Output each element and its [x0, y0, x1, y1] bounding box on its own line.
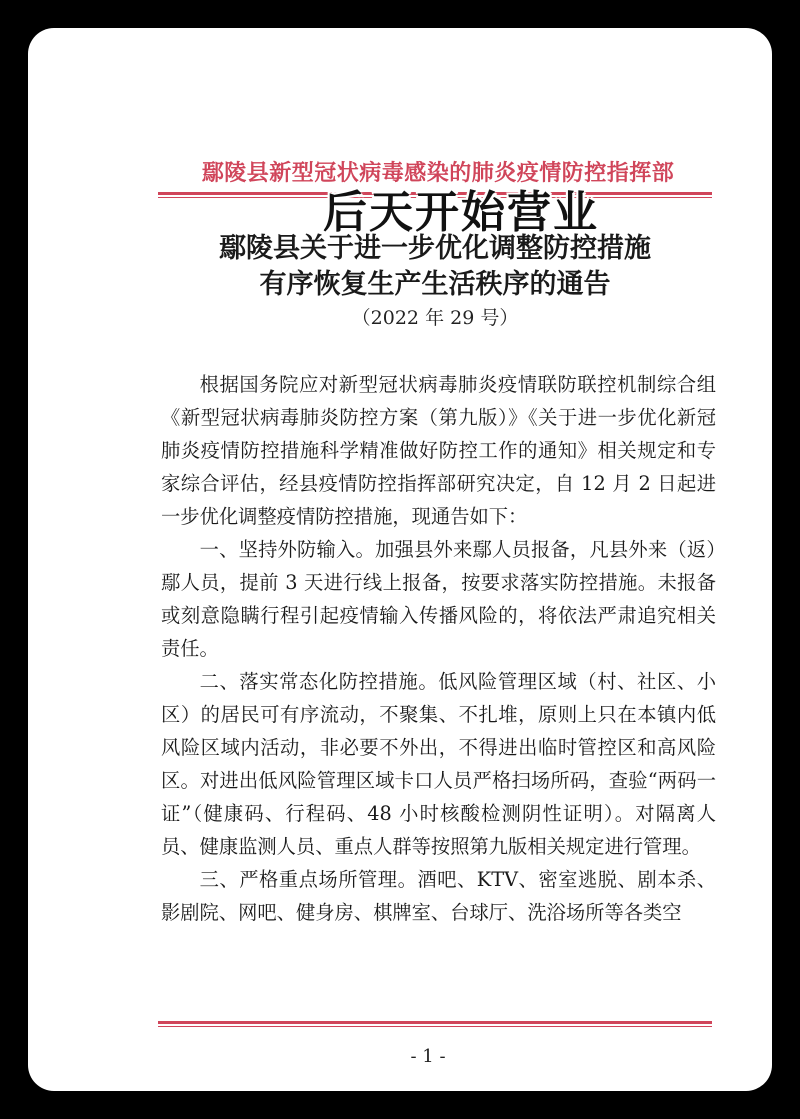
document-number: （2022 年 29 号）: [351, 307, 519, 329]
body-paragraph-2: 二、落实常态化防控措施。低风险管理区域（村、社区、小区）的居民可有序流动，不聚集、不扎堆，原则上只在本镇内低风险区域内活动，非必要不外出，不得进出临时管控区和高风险区。对进出低风险管理区域卡口人员严格扫场所码，查验“两码一证”（健康码、行程码、48 小时核酸检测阴性证明）。对隔离人员、健康监测人员、重点人群等按照第九版相关规定进行管理。: [161, 670, 716, 858]
body-paragraph-intro: 根据国务院应对新型冠状病毒肺炎疫情联防联控机制综合组《新型冠状病毒肺炎防控方案（第九版）》《关于进一步优化新冠肺炎疫情防控措施科学精准做好防控工作的通知》相关规定和专家综合评估，经县疫情防控指挥部研究决定，自 12 月 2 日起进一步优化调整疫情防控措施，现通告如下：: [161, 373, 716, 528]
document-page: [28, 28, 772, 1091]
body-paragraph-3: 三、严格重点场所管理。酒吧、KTV、密室逃脱、剧本杀、影剧院、网吧、健身房、棋牌室、台球厅、洗浴场所等各类空: [161, 868, 716, 924]
issuing-organization: 鄢陵县新型冠状病毒感染的肺炎疫情防控指挥部: [201, 160, 675, 186]
notice-title-line1: 鄢陵县关于进一步优化调整防控措施: [219, 233, 651, 264]
notice-body: [161, 368, 716, 929]
footer-red-rule: [158, 1021, 712, 1024]
overlay-headline: 后天开始营业: [323, 187, 599, 238]
notice-title-line2: 有序恢复生产生活秩序的通告: [259, 269, 611, 300]
body-paragraph-1: 一、坚持外防输入。加强县外来鄢人员报备，凡县外来（返）鄢人员，提前 3 天进行线上报备，按要求落实防控措施。未报备或刻意隐瞒行程引起疫情输入传播风险的，将依法严肃追究相关责任。: [161, 538, 716, 660]
footer-red-rule-thin: [158, 1026, 712, 1027]
page-number: - 1 -: [410, 1046, 446, 1067]
